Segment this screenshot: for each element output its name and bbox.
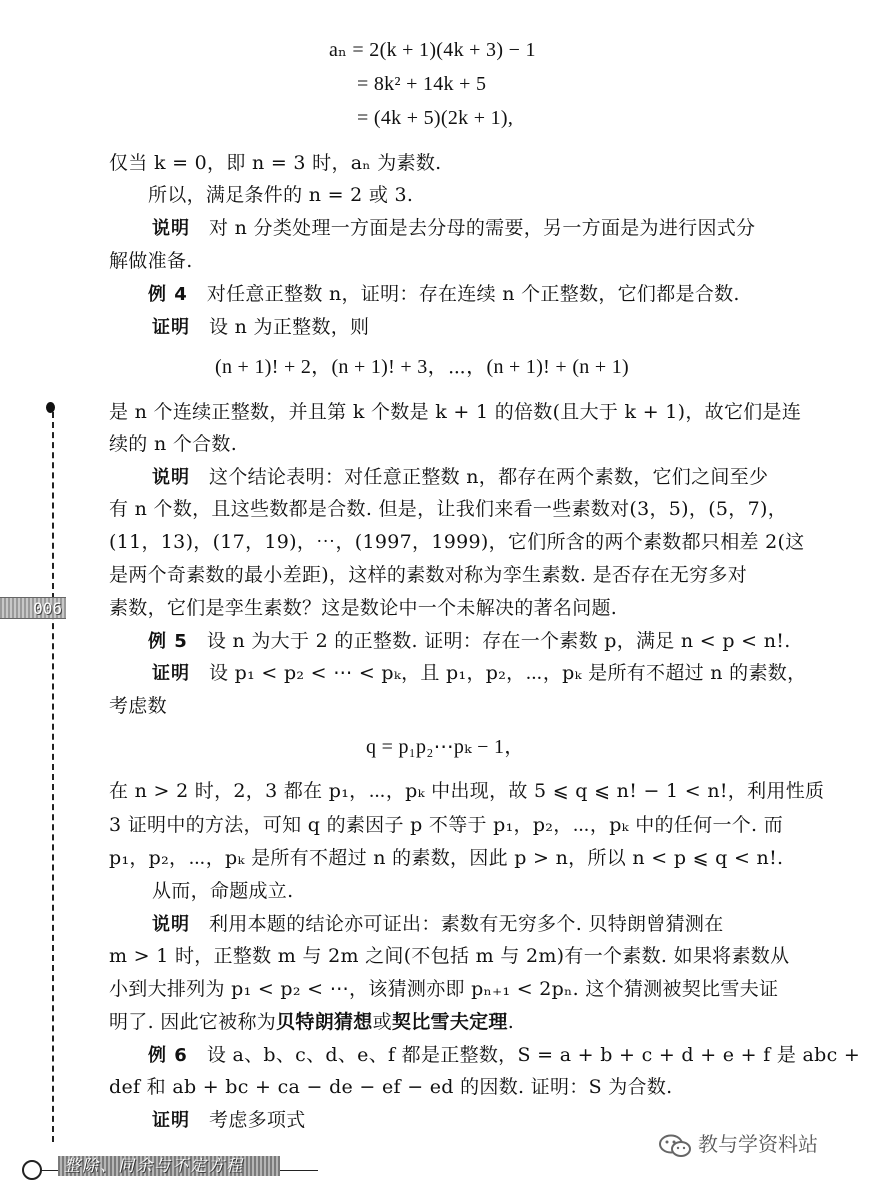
text-line: (11，13)，(17，19)，⋯，(1997，1999)，它们所含的两个素数都只相差 2(这 [109,531,805,553]
display-equation: q = p₁p₂⋯pₖ − 1， [366,736,525,758]
note-label: 说明 [152,914,190,935]
note-paragraph [152,216,755,241]
proof-label: 证明 [152,1110,190,1131]
example-5 [148,629,791,654]
text-line: p₁，p₂，⋯，pₖ 是所有不超过 n 的素数，因此 p > n，所以 n < p ⩽ q < n!. [109,847,784,869]
text-line: 设 p₁ < p₂ < ⋯ < pₖ，且 p₁，p₂，⋯，pₖ 是所有不超过 n 的素数， [209,662,807,684]
text-line: 在 n > 2 时，2，3 都在 p₁，⋯，pₖ 中出现，故 5 ⩽ q ⩽ n! − 1 < n!，利用性质 [109,780,825,802]
watermark [658,1128,818,1158]
text-line: 设 n 为正整数，则 [209,316,370,338]
equation-line-2: = 8k² + 14k + 5 [357,73,487,95]
text-line: 解做准备. [109,250,193,272]
wechat-icon [658,1134,692,1158]
proof-4 [152,315,369,340]
text-line: 考虑多项式 [209,1109,306,1131]
text-line: 对 n 分类处理一方面是去分母的需要，另一方面是为进行因式分 [209,217,756,239]
note-label: 说明 [152,218,190,239]
chebyshev-theorem: 契比雪夫定理 [391,1011,508,1033]
text-line: 续的 n 个合数. [109,433,238,455]
text-line: 有 n 个数，且这些数都是合数. 但是，让我们来看一些素数对(3，5)，(5，7)， [109,498,788,520]
text-line: 仅当 k = 0，即 n = 3 时，aₙ 为素数. [109,152,442,174]
theorem-line [109,1010,514,1034]
example-label: 例 4 [148,284,188,305]
equation-line-1: aₙ = 2(k + 1)(4k + 3) − 1 [329,39,536,61]
example-6 [148,1043,860,1068]
example-label: 例 5 [148,631,188,652]
text-line: 设 n 为大于 2 的正整数. 证明：存在一个素数 p，满足 n < p < n!. [206,630,791,652]
bertrand-postulate: 贝特朗猜想 [276,1011,373,1033]
text-line: 明了. 因此它被称为 [109,1011,277,1033]
text-line: 所以，满足条件的 n = 2 或 3. [148,184,414,206]
margin-dashed-rule [52,412,54,1142]
text-line: . [507,1011,515,1033]
note-paragraph [152,465,768,490]
text-line: 设 a、b、c、d、e、f 都是正整数，S = a + b + c + d + e + f 是 abc + [206,1044,861,1066]
text-line: 或 [372,1011,392,1033]
equation-line-3: = (4k + 5)(2k + 1), [357,107,514,129]
text-line: 小到大排列为 p₁ < p₂ < ⋯，该猜测亦即 pₙ₊₁ < 2pₙ. 这个猜测被契比雪夫证 [109,978,779,1000]
text-line: m > 1 时，正整数 m 与 2m 之间(不包括 m 与 2m)有一个素数. 如果将素数从 [109,945,790,967]
page-number: 006 [0,597,66,619]
footer-title: 整除、同余与不定方程 [58,1156,280,1176]
note-paragraph [152,912,724,937]
text-line: 是 n 个连续正整数，并且第 k 个数是 k + 1 的倍数(且大于 k + 1)，故它们是连 [109,401,802,423]
display-equation: (n + 1)! + 2，(n + 1)! + 3，⋯，(n + 1)! + (n + 1) [215,356,630,378]
proof-6 [152,1108,306,1133]
note-label: 说明 [152,467,190,488]
text-line: 考虑数 [109,695,167,717]
text-line: 对任意正整数 n，证明：存在连续 n 个正整数，它们都是合数. [206,283,740,305]
text-line: 是两个奇素数的最小差距)，这样的素数对称为孪生素数. 是否存在无穷多对 [109,564,747,586]
watermark-text: 教与学资料站 [698,1132,818,1156]
proof-5 [152,661,806,686]
example-4 [148,282,740,307]
text-line: def 和 ab + bc + ca − de − ef − ed 的因数. 证明：S 为合数. [109,1076,673,1098]
text-line: 利用本题的结论亦可证出：素数有无穷多个. 贝特朗曾猜测在 [209,913,724,935]
text-line: 从而，命题成立. [152,880,294,902]
proof-label: 证明 [152,663,190,684]
text-line: 素数，它们是孪生素数？这是数论中一个未解决的著名问题. [109,597,618,619]
example-label: 例 6 [148,1045,188,1066]
text-line: 3 证明中的方法，可知 q 的素因子 p 不等于 p₁，p₂，⋯，pₖ 中的任何一个. 而 [109,814,784,836]
text-line: 这个结论表明：对任意正整数 n，都存在两个素数，它们之间至少 [209,466,769,488]
footer-circle [22,1160,42,1180]
proof-label: 证明 [152,317,190,338]
